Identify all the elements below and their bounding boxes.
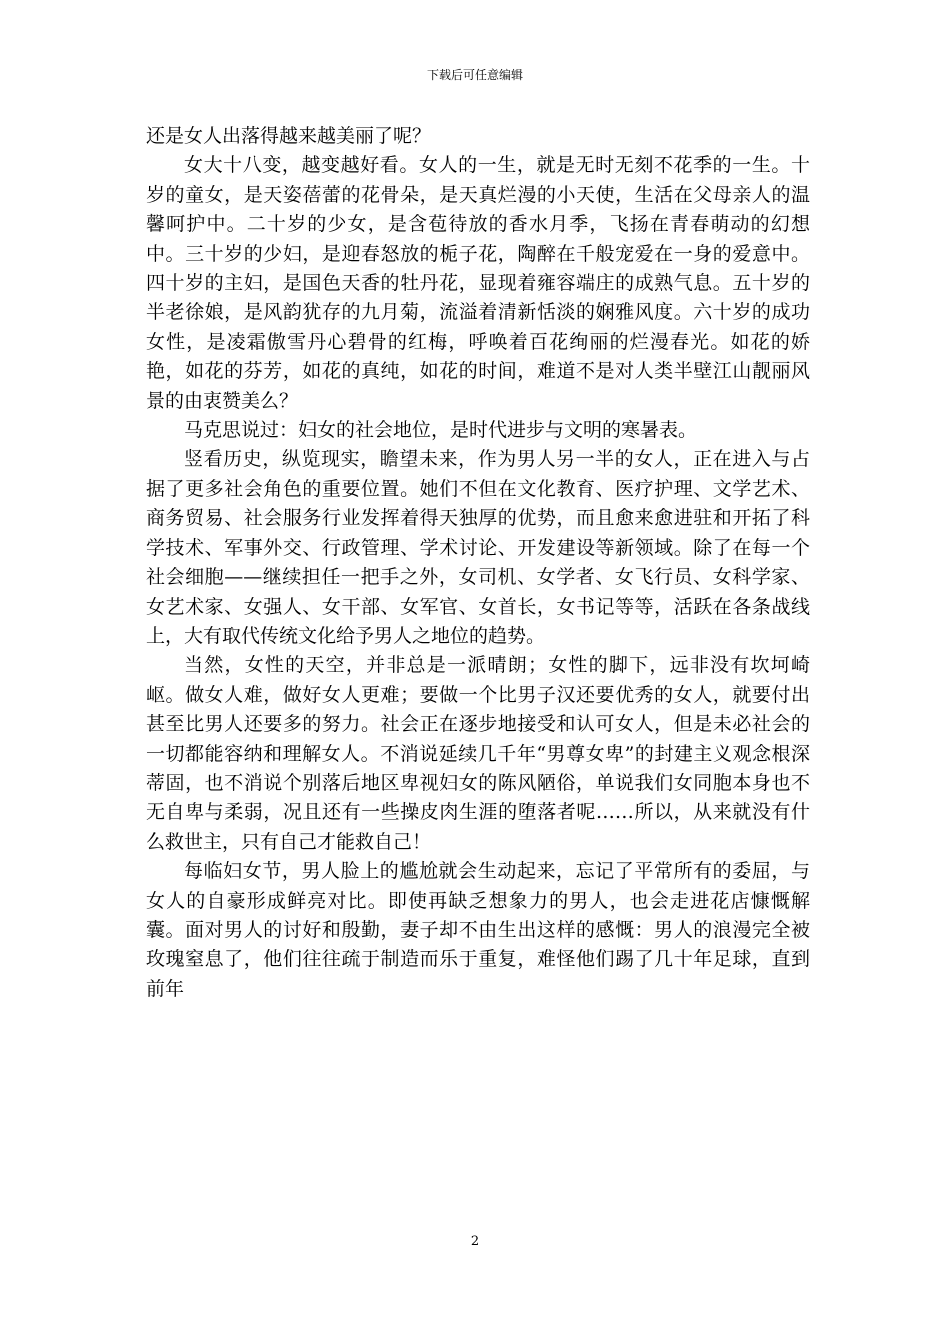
paragraph-5: 当然，女性的天空，并非总是一派晴朗；女性的脚下，远非没有坎坷崎岖。做女人难，做好女人更难；要做一个比男子汉还要优秀的女人，就要付出甚至比男人还要多的努力。社会正在逐步地接受和认可女人，但是未必社会的一切都能容纳和理解女人。不消说延续几千年“男尊女卑”的封建主义观念根深蒂固，也不消说个别落后地区卑视妇女的陈风陋俗，单说我们女同胞本身也不无自卑与柔弱，况且还有一些操皮肉生涯的堕落者呢……所以，从来就没有什么救世主，只有自己才能救自己！ bbox=[146, 654, 810, 853]
paragraph-2: 女大十八变，越变越好看。女人的一生，就是无时无刻不花季的一生。十岁的童女，是天姿蓓蕾的花骨朵，是天真烂漫的小天使，生活在父母亲人的温馨呵护中。二十岁的少女，是含苞待放的香水月季，飞扬在青春萌动的幻想中。三十岁的少妇，是迎春怒放的栀子花，陶醉在千般宠爱在一身的爱意中。四十岁的主妇，是国色天香的牡丹花，显现着雍容端庄的成熟气息。五十岁的半老徐娘，是风韵犹存的九月菊，流溢着清新恬淡的娴雅风度。六十岁的成功女性，是凌霜傲雪丹心碧骨的红梅，呼唤着百花绚丽的烂漫春光。如花的娇艳，如花的芬芳，如花的真纯，如花的时间，难道不是对人类半壁江山靓丽风景的由衷赞美么？ bbox=[146, 154, 810, 412]
page-body bbox=[146, 122, 810, 1004]
paragraph-3: 马克思说过：妇女的社会地位，是时代进步与文明的寒暑表。 bbox=[184, 419, 698, 442]
paragraph-1: 还是女人出落得越来越美丽了呢？ bbox=[146, 125, 432, 147]
page-number: 2 bbox=[470, 1234, 480, 1249]
paragraph-4: 竖看历史，纵览现实，瞻望未来，作为男人另一半的女人，正在进入与占据了更多社会角色的重要位置。她们不但在文化教育、医疗护理、文学艺术、商务贸易、社会服务行业发挥着得天独厚的优势，而且愈来愈进驻和开拓了科学技术、军事外交、行政管理、学术讨论、开发建设等新领域。除了在每一个社会细胞——继续担任一把手之外，女司机、女学者、女飞行员、女科学家、女艺术家、女强人、女干部、女军官、女首长，女书记等等，活跃在各条战线上，大有取代传统文化给予男人之地位的趋势。 bbox=[146, 448, 810, 647]
paragraph-6: 每临妇女节，男人脸上的尴尬就会生动起来，忘记了平常所有的委屈，与女人的自豪形成鲜亮对比。即使再缺乏想象力的男人，也会走进花店慷慨解囊。面对男人的讨好和殷勤，妻子却不由生出这样的感慨：男人的浪漫完全被玫瑰窒息了，他们往往疏于制造而乐于重复，难怪他们踢了几十年足球，直到前年 bbox=[146, 860, 810, 1000]
page-header: 下载后可任意编辑 bbox=[426, 68, 523, 82]
